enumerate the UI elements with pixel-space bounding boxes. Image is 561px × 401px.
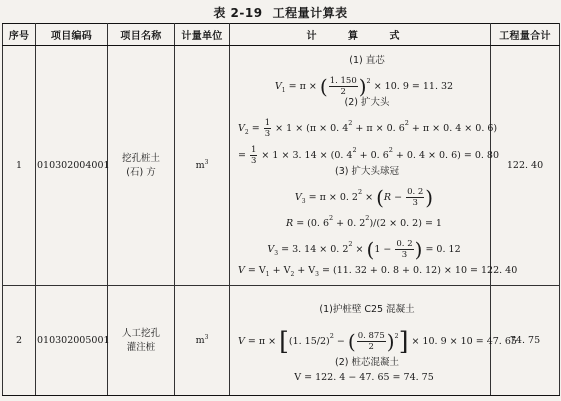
paren: ( bbox=[319, 74, 328, 98]
formula-subtitle: (3) 扩大头球冠 bbox=[335, 165, 399, 177]
name-line: 挖孔桩土 bbox=[121, 152, 160, 164]
text: = (11. 32 + 0. 8 + 0. 12) × 10 = 122. 40 bbox=[318, 264, 518, 276]
formula-line: V = 122. 4 − 47. 65 = 74. 75 bbox=[294, 372, 434, 383]
text: = bbox=[248, 122, 263, 134]
subscript: 3 bbox=[301, 197, 306, 205]
paren: ) bbox=[425, 185, 434, 209]
col-header-formula: 计 算 式 bbox=[230, 24, 491, 46]
unit-exponent: 3 bbox=[204, 159, 209, 167]
text: 1 − bbox=[374, 243, 395, 255]
text: + 0. 6 bbox=[356, 149, 389, 161]
text: = π × bbox=[285, 80, 320, 92]
subscript: 1 bbox=[281, 86, 286, 94]
table-caption bbox=[0, 4, 561, 21]
table-row bbox=[3, 286, 560, 396]
var: V bbox=[294, 191, 302, 203]
formula-subtitle: (1) 直芯 bbox=[349, 54, 385, 66]
numerator: 0. 2 bbox=[407, 186, 424, 197]
text: + V bbox=[294, 264, 316, 276]
text: + π × 0. 4 × 0. 6) bbox=[408, 122, 498, 134]
text: + V bbox=[269, 264, 291, 276]
col-header-seq: 序号 bbox=[3, 24, 36, 46]
numerator: 0. 2 bbox=[396, 238, 413, 249]
bracket: [ bbox=[279, 326, 289, 356]
exponent: 2 bbox=[394, 332, 399, 340]
formula-line bbox=[238, 110, 498, 139]
name-cell bbox=[108, 46, 175, 286]
caption-text: 工程量计算表 bbox=[272, 6, 348, 20]
var: V bbox=[238, 122, 245, 134]
formula-line bbox=[238, 68, 490, 98]
fraction bbox=[264, 118, 271, 139]
paren: ) bbox=[358, 74, 367, 98]
exponent: 2 bbox=[329, 213, 334, 222]
formula-line bbox=[238, 179, 490, 209]
formula-subtitle: (2) 桩芯混凝土 bbox=[335, 357, 399, 368]
formula-line bbox=[238, 317, 517, 356]
unit-exponent: 3 bbox=[204, 334, 209, 342]
exponent: 2 bbox=[329, 332, 334, 340]
exponent: 2 bbox=[388, 145, 393, 154]
seq-cell: 1 bbox=[3, 46, 36, 286]
formula-line bbox=[238, 231, 490, 261]
denominator: 3 bbox=[401, 249, 408, 260]
text: × bbox=[352, 243, 367, 255]
total-cell: 74. 75 bbox=[491, 286, 560, 396]
exponent: 2 bbox=[366, 76, 371, 85]
text: = (0. 6 bbox=[293, 217, 330, 229]
total-cell: 122. 40 bbox=[491, 46, 560, 286]
numerator: 0. 875 bbox=[357, 331, 385, 341]
numerator: 1 bbox=[264, 117, 271, 128]
text: × 10. 9 × 10 = 47. 65 bbox=[408, 336, 517, 347]
exponent: 2 bbox=[365, 213, 370, 222]
text: + 0. 2 bbox=[333, 217, 366, 229]
var: V bbox=[267, 243, 275, 255]
bracket: ] bbox=[398, 326, 409, 356]
text: (1. 15/2) bbox=[288, 336, 330, 347]
subscript: 2 bbox=[290, 270, 295, 278]
var: V bbox=[238, 264, 245, 276]
text: )/(2 × 0. 2) = 1 bbox=[369, 217, 442, 229]
text: × bbox=[362, 191, 377, 203]
text: = π × bbox=[244, 336, 280, 347]
name-line: (石) 方 bbox=[126, 166, 156, 178]
fraction bbox=[395, 239, 413, 260]
header-row bbox=[3, 24, 560, 46]
denominator: 2 bbox=[368, 342, 374, 352]
text: × 1 × (π × 0. 4 bbox=[272, 122, 349, 134]
text: × 1 × 3. 14 × (0. 4 bbox=[258, 149, 353, 161]
name-line: 灌注桩 bbox=[126, 341, 156, 353]
name-cell bbox=[108, 286, 175, 396]
seq-cell: 2 bbox=[3, 286, 36, 396]
code-cell: 010302005001 bbox=[36, 286, 108, 396]
unit-text: m bbox=[195, 335, 205, 347]
text: + π × 0. 6 bbox=[352, 122, 405, 134]
text: + 0. 4 × 0. 6) = 0. 80 bbox=[392, 149, 500, 161]
text: = 0. 12 bbox=[422, 243, 461, 255]
exponent: 2 bbox=[357, 187, 363, 196]
formula-cell bbox=[230, 46, 518, 286]
exponent: 2 bbox=[352, 145, 357, 154]
formula-line bbox=[238, 258, 518, 283]
exponent: 2 bbox=[404, 118, 409, 127]
col-header-unit: 计量单位 bbox=[175, 24, 230, 46]
text: = 3. 14 × 0. 2 bbox=[278, 243, 349, 255]
formula-line bbox=[238, 137, 500, 166]
numerator: 1 bbox=[250, 144, 257, 155]
fraction bbox=[357, 331, 386, 352]
paren: ( bbox=[376, 185, 384, 209]
code-cell: 010302004001 bbox=[36, 46, 108, 286]
caption-number: 表 2-19 bbox=[213, 6, 263, 20]
paren: ) bbox=[414, 237, 423, 261]
exponent: 2 bbox=[348, 239, 353, 248]
col-header-code: 项目编码 bbox=[36, 24, 108, 46]
text: × 10. 9 = 11. 32 bbox=[370, 80, 454, 92]
text: − bbox=[391, 191, 406, 203]
var: R bbox=[286, 217, 294, 229]
unit-text: m bbox=[195, 160, 205, 172]
denominator: 3 bbox=[250, 155, 257, 166]
var: V bbox=[238, 336, 245, 347]
col-header-name: 项目名称 bbox=[108, 24, 175, 46]
col-header-total: 工程量合计 bbox=[491, 24, 560, 46]
numerator: 1. 150 bbox=[329, 75, 357, 86]
subscript: 1 bbox=[265, 270, 270, 278]
denominator: 2 bbox=[340, 86, 346, 97]
name-line: 人工挖孔 bbox=[121, 327, 160, 339]
unit-cell bbox=[175, 46, 230, 286]
paren: ( bbox=[347, 329, 356, 354]
exponent: 2 bbox=[348, 118, 353, 127]
text: − bbox=[333, 336, 348, 347]
var: V bbox=[274, 80, 282, 92]
subscript: 3 bbox=[274, 249, 279, 257]
subscript: 3 bbox=[315, 270, 319, 278]
table-row bbox=[3, 46, 560, 286]
text: = π × 0. 2 bbox=[305, 191, 358, 203]
subscript: 2 bbox=[244, 128, 249, 136]
unit-cell bbox=[175, 286, 230, 396]
formula-subtitle: (1)护桩壁 C25 混凝土 bbox=[319, 304, 415, 315]
quantity-calc-table bbox=[2, 23, 560, 396]
formula-line bbox=[238, 206, 490, 231]
fraction bbox=[406, 187, 424, 208]
var: R bbox=[383, 191, 392, 203]
fraction bbox=[250, 145, 257, 166]
formula-subtitle: (2) 扩大头 bbox=[344, 96, 390, 108]
text: = V bbox=[244, 264, 266, 276]
fraction bbox=[329, 76, 358, 97]
formula-cell bbox=[230, 286, 517, 396]
denominator: 3 bbox=[264, 128, 271, 139]
paren: ) bbox=[386, 329, 395, 354]
paren: ( bbox=[366, 237, 375, 261]
denominator: 3 bbox=[412, 197, 418, 208]
text: = bbox=[238, 149, 249, 161]
